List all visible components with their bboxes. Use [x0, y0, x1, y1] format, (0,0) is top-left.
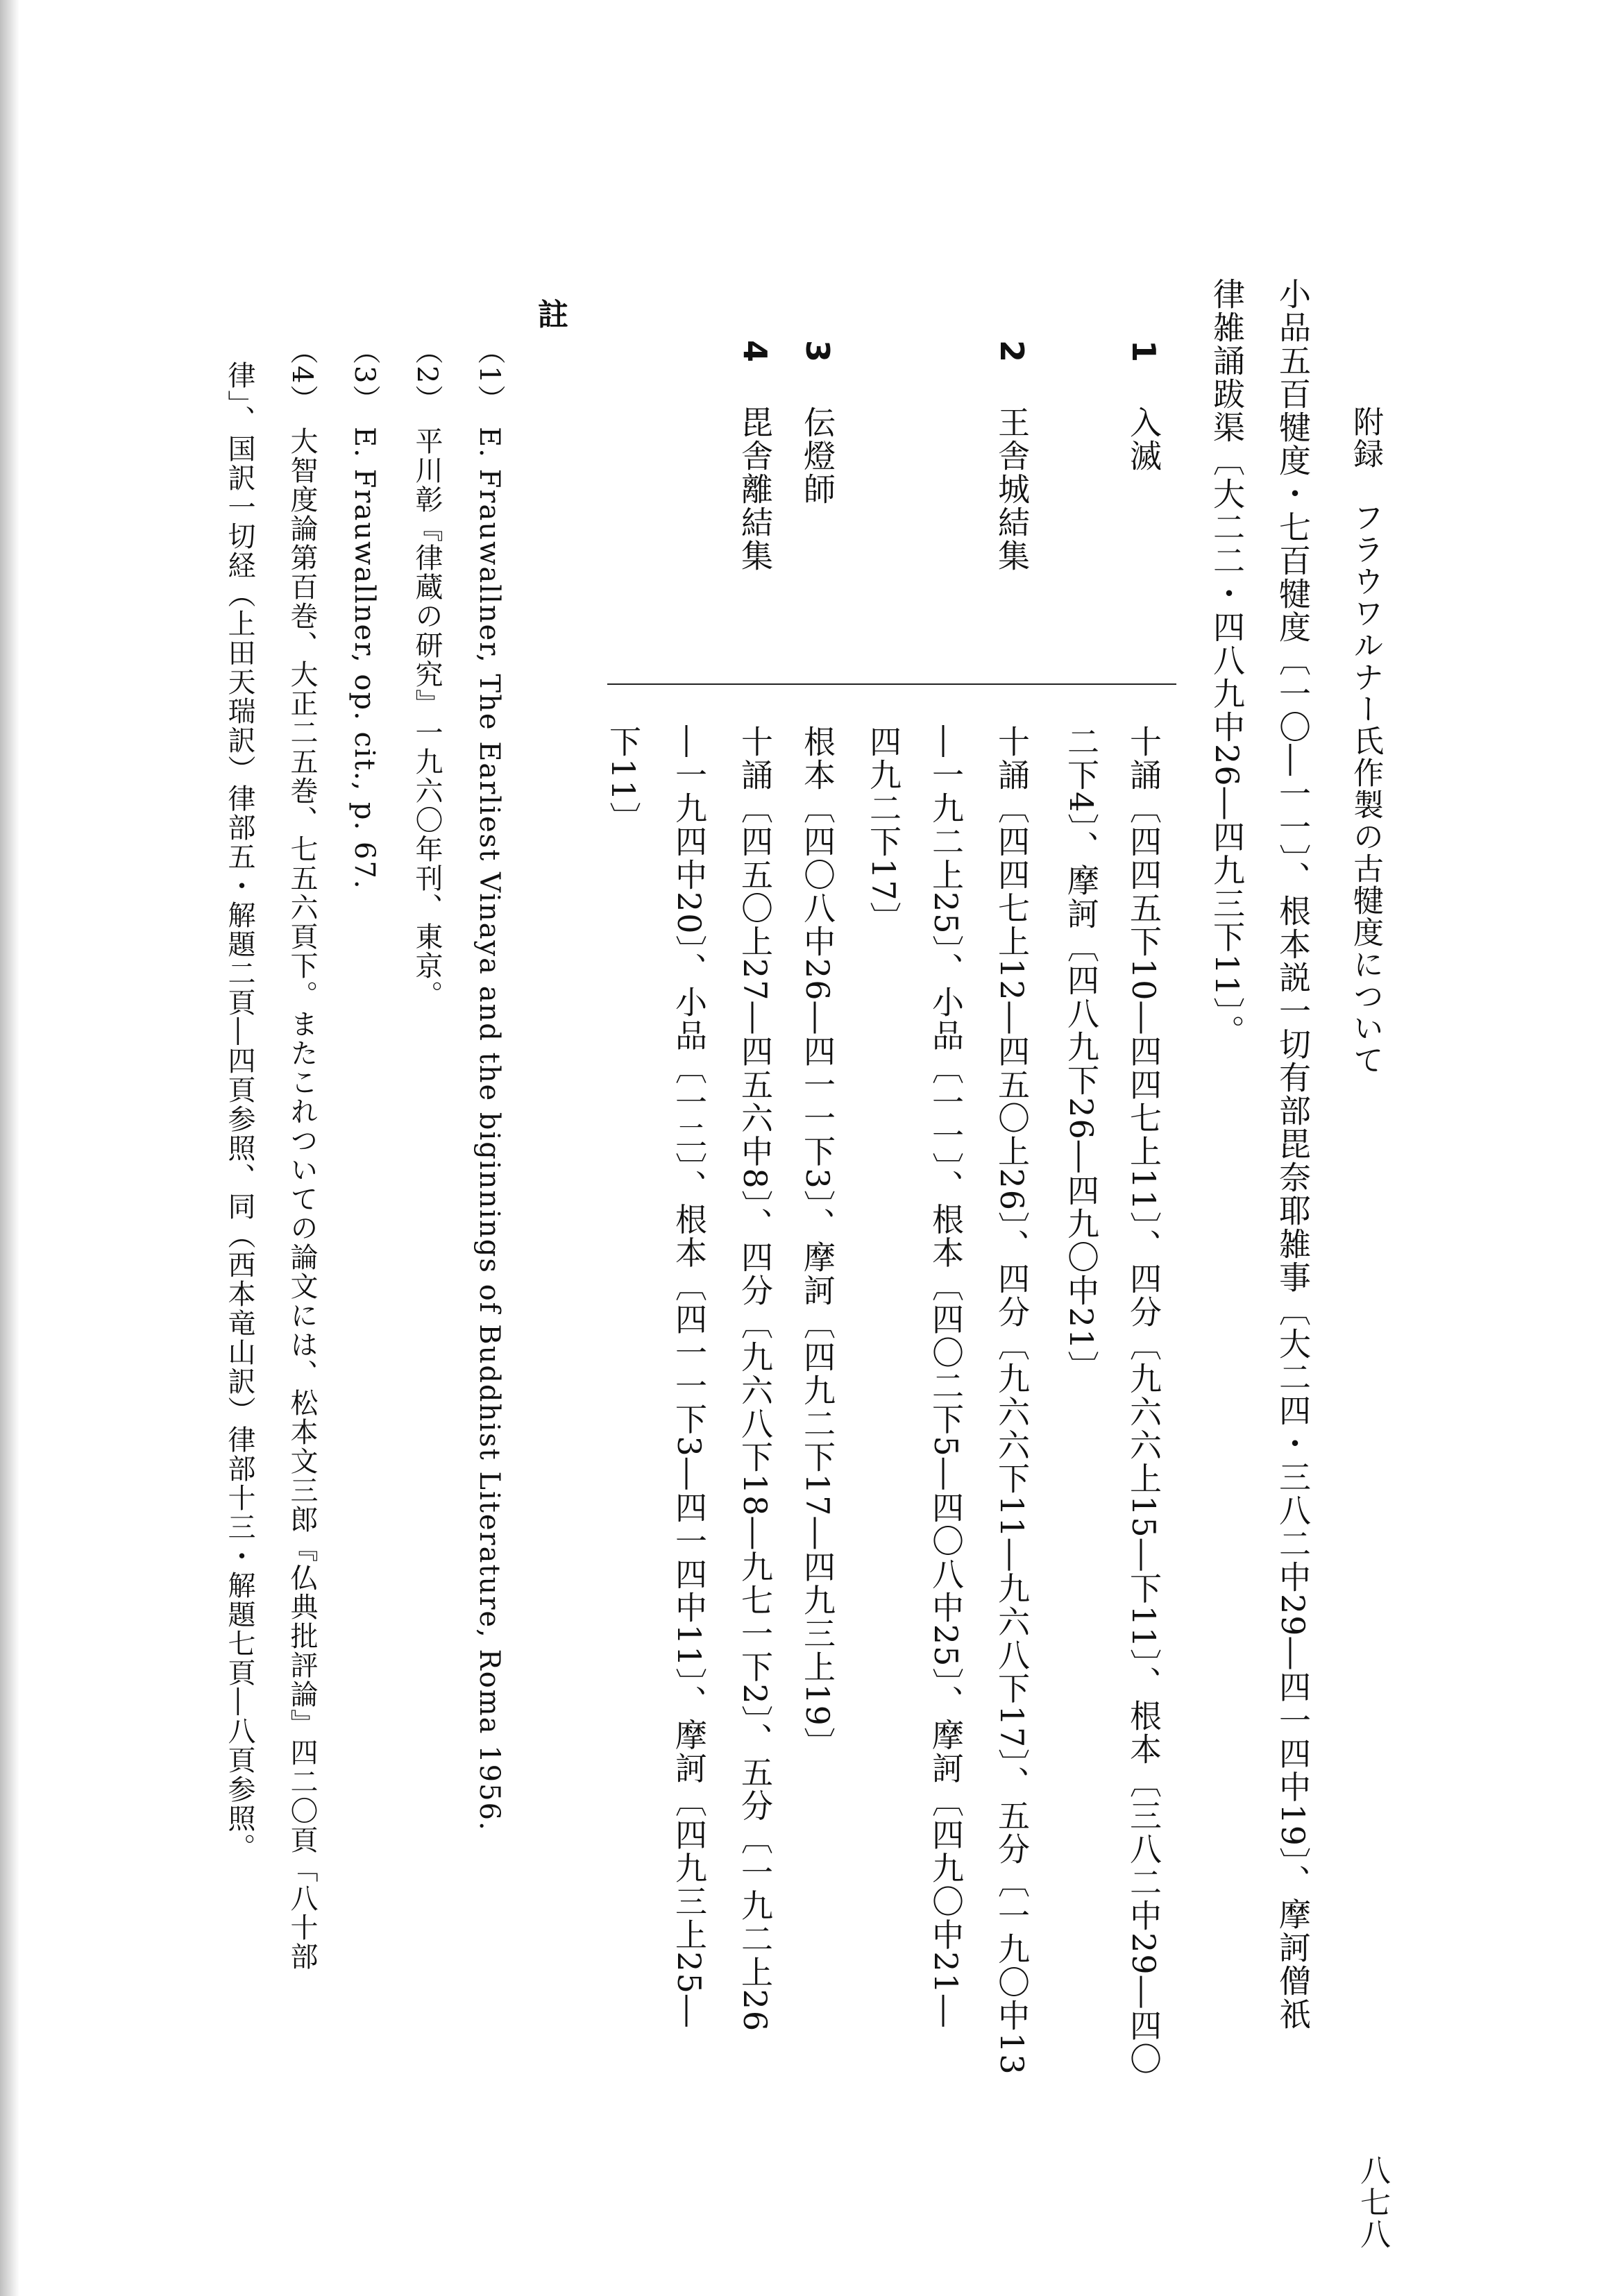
section-1-number: 1: [1125, 340, 1162, 364]
section-2-title: 王舎城結集: [993, 406, 1031, 572]
section-2-line-3: 四九二下17〕: [865, 725, 902, 935]
scan-edge-shadow: [0, 0, 19, 2296]
intro-line-2: 律雑誦跋渠〔大二二・四八九中26―四九三下11〕。: [1208, 278, 1246, 1048]
section-2-line-2: ―一九二上25〕、小品〔一一〕、根本〔四〇二下5―四〇八中25〕、摩訶〔四九〇中21―: [927, 725, 965, 2028]
section-divider-rule: [607, 683, 1176, 685]
note-4-label: （4）: [286, 337, 318, 414]
section-4-title: 毘舎離結集: [736, 406, 774, 572]
note-1-label: （1）: [473, 337, 505, 414]
note-3-text: E. Frauwallner, op. cit., p. 67.: [348, 427, 380, 890]
section-4-line-1: 十誦〔四五〇上27―四五六中8〕、四分〔九六八下18―九七一下2〕、五分〔一九二上26: [736, 725, 774, 2033]
note-2-label: （2）: [411, 337, 443, 414]
page-number: 八七八: [1355, 2154, 1390, 2250]
section-2-number: 2: [993, 340, 1031, 364]
note-3-label: （3）: [348, 337, 380, 414]
running-title: 附録 フラウワルナー氏作製の古犍度について: [1348, 406, 1383, 1076]
section-4-line-2: ―一九四中20〕、小品〔一二〕、根本〔四一一下3―四一四中11〕、摩訶〔四九三上25―: [670, 725, 708, 2028]
section-3-line-1: 根本〔四〇八中26―四一一下3〕、摩訶〔四九二下17―四九三上19〕: [799, 725, 836, 1760]
section-4-number: 4: [736, 340, 774, 364]
section-1-line-1: 十誦〔四四五下10―四四七上11〕、四分〔九六六上15―下11〕、根本〔三八二中29―四〇: [1125, 725, 1162, 2076]
section-1-title: 入滅: [1125, 406, 1162, 473]
note-4-text: 大智度論第百巻、大正二五巻、七五六頁下。またこれついての論文には、松本文三郎『仏典批評論』四二〇頁「八十部: [286, 427, 318, 1971]
section-3-number: 3: [799, 340, 836, 364]
section-1-line-2: 二下4〕、摩訶〔四八九下26―四九〇中21〕: [1063, 725, 1100, 1384]
note-2-text: 平川彰『律蔵の研究』一九六〇年刊、東京。: [411, 427, 443, 1010]
intro-line-1: 小品五百犍度・七百犍度〔一〇―一一〕、根本説一切有部毘奈耶雑事〔大二四・三八二中29―四一四中19〕、摩訶僧祇: [1274, 278, 1312, 2032]
note-4-text-continued: 律」、国訳一切経（上田天瑞訳）律部五・解題二頁―四頁参照、同（西本竜山訳）律部十三・解題七頁―八頁参照。: [223, 361, 255, 1862]
section-4-line-3: 下11〕: [604, 725, 642, 835]
section-2-line-1: 十誦〔四四七上12―四五〇上26〕、四分〔九六六下11―九六八下17〕、五分〔一九〇中13: [993, 725, 1031, 2076]
section-3-title: 伝燈師: [799, 406, 836, 506]
note-1-text: E. Frauwallner, The Earliest Vinaya and the biginnings of Buddhist Literature, Roma 1956.: [473, 427, 505, 1832]
notes-heading: 註: [532, 298, 568, 330]
